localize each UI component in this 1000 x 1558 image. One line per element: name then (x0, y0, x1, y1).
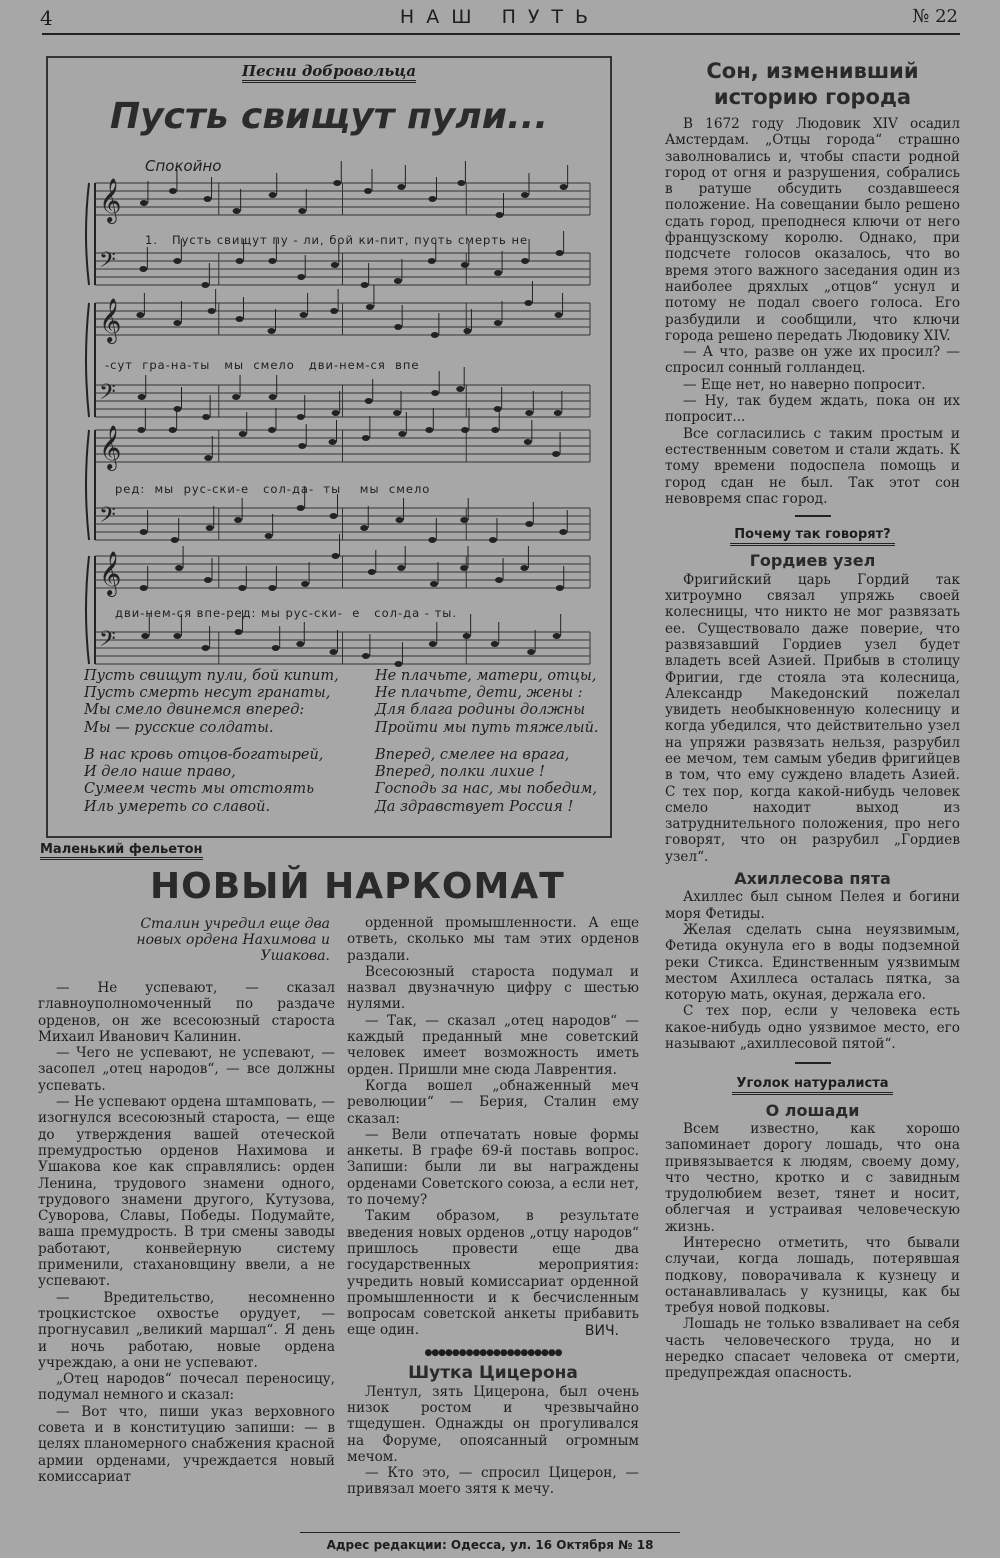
note-head (361, 282, 369, 288)
note-head (138, 394, 146, 400)
footer-rule (300, 1532, 680, 1533)
note-head (397, 565, 405, 571)
issue-number: № 22 (912, 6, 958, 27)
achilles-title: Ахиллесова пята (734, 869, 891, 889)
note-head (206, 525, 214, 531)
paragraph: — Чего не успевают, не успевают, — засопел „отец народов“, — все должны успевать. (38, 1045, 335, 1094)
note-head (496, 212, 504, 218)
note-head (272, 645, 280, 651)
note-head (169, 188, 177, 194)
paragraph: — Еще нет, но наверно попросит. (683, 376, 926, 393)
note-head (461, 427, 469, 433)
note-head (429, 641, 437, 647)
paragraph: Желая сделать сына неуязвимым, Фетида окунула его в воды подземной реки Стикса. Единственным уязвимым местом Ахиллеса осталась пятка, за которую мать, окуная, держала его. (665, 921, 960, 1004)
note-head (136, 312, 144, 318)
note-head (269, 192, 277, 198)
note-head (457, 180, 465, 186)
note-head (169, 427, 177, 433)
note-head (398, 431, 406, 437)
signature: ВИЧ. (584, 1322, 619, 1339)
paragraph: — А что, разве он уже их просил? — спросил сонный голландец. (665, 344, 960, 377)
paragraph: Всем известно, как хорошо запоминает дорогу лошадь, что она привязывается к людям, своему дому, что честно, кротко и с завидным трудолюбием везет, тянет и носит, облегчая и устраивая человеческую жизнь. (665, 1120, 960, 1235)
note-head (524, 439, 532, 445)
note-head (431, 390, 439, 396)
paragraph: — Вредительство, несомненно троцкистское охвостье орудует, — прогнусавил „великий маршал“. Я день и ночь работаю, новые ордена учреждаю, а они не успевают. (38, 1289, 335, 1371)
note-head (201, 282, 209, 288)
note-head (204, 577, 212, 583)
note-head (368, 569, 376, 575)
paragraph: — Не успевают ордена штамповать, — изогнулся всесоюзный староста, — еще до утверждения вашей отеческой премудростью орденов Нахимова и Ушакова кое как справлялись: орден Ленина, трудового знамени одного, трудового знамени другого, Кутузова, Суворова, Славы, Победы. Подумайте, ваша премудрость. В три смены заводы работают, конвейерную систему применили, стахановщину ввели, а не успевают. (38, 1094, 335, 1290)
note-head (560, 184, 568, 190)
lyrics-line: ред: мы рус-ски-е сол-да- ты мы смело (115, 482, 431, 496)
note-head (366, 304, 374, 310)
note-head (362, 653, 370, 659)
song-rubric-text: Песни добровольца (242, 62, 416, 83)
note-head (521, 192, 529, 198)
treble-clef: 𝄞 (99, 425, 122, 469)
newspaper-title: НАШ ПУТЬ (399, 6, 601, 28)
note-head (235, 629, 243, 635)
sayings-rubric (665, 527, 960, 543)
note-head (208, 308, 216, 314)
note-head (431, 332, 439, 338)
paragraph: орденной промышленности. А еще ответь, сколько мы там этих орденов раздали. (347, 915, 639, 964)
note-head (173, 320, 181, 326)
note-head (559, 529, 567, 535)
gordian-title: Гордиев узел (749, 551, 876, 571)
note-head (297, 414, 305, 420)
note-head (491, 641, 499, 647)
note-head (456, 386, 464, 392)
divider (795, 1062, 831, 1064)
tempo-marking: Спокойно (145, 157, 222, 175)
note-head (268, 427, 276, 433)
paragraph: — Не успевают, — сказал главноуполномоченный по раздаче орденов, он же всесоюзный староста Михаил Иванович Калинин. (38, 980, 335, 1045)
note-head (173, 406, 181, 412)
note-head (394, 278, 402, 284)
nature-rubric-text: Уголок натуралиста (732, 1076, 892, 1095)
brace (86, 556, 89, 664)
paragraph: Интересно отметить, что бывали случаи, когда лошадь, потерявшая подкову, поворачивала к кузнецу и останавливалась у кузницы, как бы требуя новой подковы. (665, 1235, 960, 1317)
note-head (301, 581, 309, 587)
right-column (665, 58, 960, 1382)
note-head (428, 258, 436, 264)
note-head (461, 262, 469, 268)
note-head (268, 328, 276, 334)
note-head (463, 328, 471, 334)
ornament-divider: ●●●●●●●●●●●●●●●●●●●● (424, 1348, 562, 1359)
note-head (171, 537, 179, 543)
note-head (556, 250, 564, 256)
note-head (140, 585, 148, 591)
note-head (428, 537, 436, 543)
note-head (204, 455, 212, 461)
note-head (233, 208, 241, 214)
note-head (554, 410, 562, 416)
paragraph: Таким образом, в результате введения новых орденов „отцу народов“ пришлось провести еще два государственных мероприятия: учредить новый комиссариат орденной промышленности и к бесчисленным вопросам советской анкеты прибавить еще один. (347, 1208, 639, 1339)
note-head (173, 258, 181, 264)
verse-3: В нас кровь отцов-богатырей, И дело наше право, Сумеем честь мы отстоять Иль умереть со славой. (84, 747, 324, 815)
paragraph: Все согласились с таким простым и естественным советом и стали ждать. К тому времени подоспела помощь и город сдан не был. Так этот сон невовремя спас город. (665, 425, 960, 507)
paragraph: Ахиллес был сыном Пелея и богини моря Фетиды. (665, 889, 960, 922)
nature-rubric (665, 1076, 960, 1092)
feuilleton-epigraph: Сталин учредил еще два новых ордена Нахимова и Ушакова. (136, 916, 330, 964)
brace (86, 183, 89, 285)
note-head (362, 435, 370, 441)
sheet-music (0, 0, 620, 680)
note-head (553, 633, 561, 639)
note-head (137, 427, 145, 433)
editorial-address: Адрес редакции: Одесса, ул. 16 Октября № 18 (326, 1538, 654, 1552)
note-head (360, 525, 368, 531)
note-head (430, 581, 438, 587)
note-head (494, 270, 502, 276)
bass-clef: 𝄢 (99, 503, 116, 533)
note-head (520, 565, 528, 571)
note-head (364, 188, 372, 194)
note-head (234, 517, 242, 523)
note-head (552, 451, 560, 457)
paragraph: Когда вошел „обнаженный меч революции“ — Берия, Сталин ему сказал: (347, 1077, 639, 1127)
feuilleton-title: НОВЫЙ НАРКОМАТ (150, 866, 565, 907)
note-head (330, 308, 338, 314)
paragraph: Фригийский царь Гордий так хитроумно связал упряжь своей колесницы, что никто не мог развязать ее. Существовало даже поверие, что развязавший Гордиев узел будет владеть всей Азией. Прибыв в столицу Фригии, где стояла эта колесница, Александр Македонский пожелал увидеть необыкновенную колесницу и когда убедился, что действительно узел на упряжи развязать нельзя, разрубил ее мечом, тем самым убедив фригийцев в том, что ему суждено владеть Азией. С тех пор, когда какой-нибудь человек смело находит выход из затруднительного положения, про него говорят, что он разрубил „Гордиев узел“. (665, 571, 960, 865)
note-head (173, 633, 181, 639)
note-head (297, 505, 305, 511)
note-head (396, 517, 404, 523)
note-head (140, 529, 148, 535)
verse-1: Пусть свищут пули, бой кипит, Пусть смерть несут гранаты, Мы смело двинемся вперед: Мы — русские солдаты. (84, 668, 339, 736)
note-head (329, 439, 337, 445)
note-head (202, 645, 210, 651)
note-head (239, 431, 247, 437)
bass-clef: 𝄢 (99, 248, 116, 278)
note-head (297, 274, 305, 280)
paragraph: — Вот что, пиши указ верховного совета и в конституцию запиши: — в целях планомерного снабжения красной армии орденами, учреждается новый комиссариат (38, 1403, 335, 1485)
note-head (460, 517, 468, 523)
treble-clef: 𝄞 (99, 551, 122, 595)
note-head (556, 585, 564, 591)
note-head (463, 633, 471, 639)
divider (795, 515, 831, 517)
page-number: 4 (40, 6, 53, 30)
note-head (365, 398, 373, 404)
note-head (331, 262, 339, 268)
note-head (494, 406, 502, 412)
verse-2: Не плачьте, матери, отцы, Не плачьте, дети, жены : Для блага родины должны Пройти мы путь тяжелый. (375, 668, 599, 736)
paragraph: „Отец народов“ почесал переносицу, подумал немного и сказал: (38, 1371, 335, 1404)
note-head (394, 661, 402, 667)
brace (86, 303, 89, 417)
note-head (524, 300, 532, 306)
note-head (425, 427, 433, 433)
nature-title: О лошади (765, 1100, 860, 1120)
note-head (333, 180, 341, 186)
note-head (329, 513, 337, 519)
note-head (527, 649, 535, 655)
feuilleton-rubric (40, 842, 203, 857)
bass-clef: 𝄢 (99, 380, 116, 410)
note-head (269, 394, 277, 400)
cicero-title: Шутка Цицерона (408, 1363, 578, 1384)
feuilleton-column-1 (38, 980, 335, 1485)
note-head (495, 577, 503, 583)
feuilleton-column-2 (347, 915, 639, 1498)
note-head (141, 633, 149, 639)
sayings-rubric-text: Почему так говорят? (730, 527, 894, 546)
paragraph: Лентул, зять Цицерона, был очень низок ростом и чрезвычайно тщедушен. Однажды он прогуливался на Форуме, опоясанный огромным мечом. (347, 1383, 639, 1465)
note-head (494, 320, 502, 326)
paragraph: — Вели отпечатать новые формы анкеты. В графе 69-й поставь вопрос. Запиши: были ли вы награждены орденами Советского союза, а если нет, то почему? (347, 1126, 639, 1209)
paragraph: С тех пор, если у человека есть какое-нибудь одно уязвимое место, его называют „ахиллесовой пятой“. (665, 1003, 960, 1053)
treble-clef: 𝄞 (99, 178, 122, 222)
note-head (332, 553, 340, 559)
note-head (329, 649, 337, 655)
paragraph: Лошадь не только взваливает на себя часть человеческого труда, но и нередко спасает человека от смерти, предупреждая опасность. (665, 1316, 960, 1382)
note-head (204, 196, 212, 202)
note-head (298, 208, 306, 214)
note-head (140, 200, 148, 206)
note-head (236, 316, 244, 322)
lyrics-line: -сут гра-на-ты мы смело дви-нем-ся впе (105, 358, 420, 372)
note-head (238, 585, 246, 591)
feuilleton-rubric-text: Маленький фельетон (40, 842, 203, 860)
note-head (491, 427, 499, 433)
note-head (268, 258, 276, 264)
note-head (232, 394, 240, 400)
paragraph: — Кто это, — спросил Цицерон, — привязал моего зятя к мечу. (347, 1465, 639, 1498)
note-head (525, 521, 533, 527)
note-head (202, 414, 210, 420)
paragraph: В 1672 году Людовик XIV осадил Амстердам. „Отцы города“ страшно заволновались и, чтобы спасти родной город от огня и разрушения, собрались в ратуше обсудить создавшееся положение. На совещании было решено сдать город, преподнеся ключи от него французскому королю. Однако, при подсчете голосов оказалось, что во время этого важного заседания один из наиболее дряхлых „отцов“ уснул и потому не подал своего голоса. Его разбудили и сообщили, что ключи города решено передать Людовику XIV. (665, 116, 960, 344)
note-head (460, 565, 468, 571)
paragraph: — Ну, так будем ждать, пока он их попросит... (665, 393, 960, 426)
note-head (175, 565, 183, 571)
note-head (397, 184, 405, 190)
lyrics-line: дви-нем-ся впе-ред: мы рус-ски- е сол-да - ты. (115, 606, 458, 620)
note-head (393, 410, 401, 416)
treble-clef: 𝄞 (99, 298, 122, 342)
song-title: Пусть свищут пули... (109, 96, 549, 137)
note-head (332, 410, 340, 416)
note-head (394, 324, 402, 330)
paragraph: Всесоюзный староста подумал и назвал двузначную цифру с шестью нулями. (347, 963, 639, 1013)
note-head (525, 410, 533, 416)
note-head (236, 258, 244, 264)
note-head (265, 533, 273, 539)
note-head (521, 258, 529, 264)
paragraph: — Так, — сказал „отец народов“ — каждый преданный мне советский человек имеет возможность иметь орден. Пришли мне сюда Лаврентия. (347, 1012, 639, 1078)
note-head (298, 443, 306, 449)
note-head (555, 312, 563, 318)
note-head (489, 537, 497, 543)
note-head (300, 312, 308, 318)
dream-title: Сон, изменивший историю города (706, 59, 919, 109)
bass-clef: 𝄢 (99, 627, 116, 657)
lyrics-line: 1. Пусть свищут пу - ли, бой ки-пит, пусть смерть не (145, 233, 529, 247)
verse-4: Вперед, смелее на врага, Вперед, полки лихие ! Господь за нас, мы победим, Да здравствует Россия ! (375, 747, 598, 815)
note-head (268, 585, 276, 591)
note-head (139, 266, 147, 272)
note-head (296, 641, 304, 647)
note-head (428, 196, 436, 202)
brace (86, 430, 89, 540)
